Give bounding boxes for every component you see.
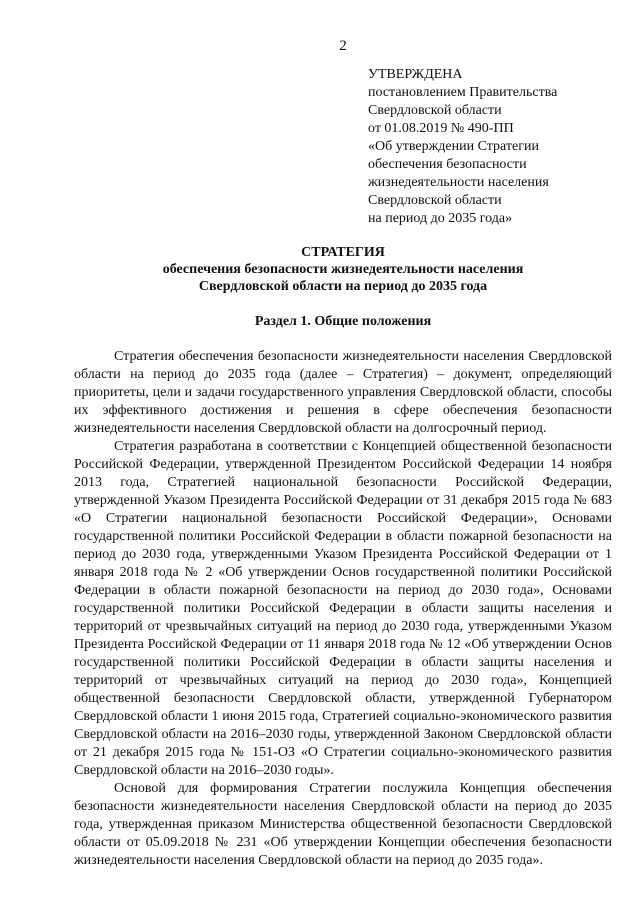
approval-line: от 01.08.2019 № 490-ПП xyxy=(368,121,514,136)
section-heading: Раздел 1. Общие положения xyxy=(254,314,432,329)
approval-line: обеспечения безопасности xyxy=(368,157,527,172)
title-line-1: СТРАТЕГИЯ xyxy=(301,245,385,260)
approval-line: «Об утверждении Стратегии xyxy=(368,139,539,154)
approval-line: УТВЕРЖДЕНА xyxy=(368,67,463,82)
page-number: 2 xyxy=(339,38,347,54)
paragraph: Стратегия разработана в соответствии с Концепцией общественной безопасности Российской Федерации, утвержденной Президентом Российской Федерации 14 ноября 2013 года, Стратегией национальной безопасности Российской Федерации, утвержденной Указом Президента Российской Федерации от 31 декабря 2015 года № 683 «О Стратегии национальной безопасности Российской Федерации», Основами государственной политики Российской Федерации в области пожарной безопасности на период до 2030 года, утвержденными Указом Президента Российской Федерации от 1 января 2018 года № 2 «Об утверждении Основ государственной политики Российской Федерации в области пожарной безопасности на период до 2030 года», Основами государственной политики Российской Федерации в области защиты населения и территорий от чрезвычайных ситуаций на период до 2030 года, утвержденными Указом Президента Российской Федерации от 11 января 2018 года № 12 «Об утверждении Основ государственной политики Российской Федерации в области защиты населения и территорий от чрезвычайных ситуаций на период до 2030 года», Концепцией общественной безопасности Свердловской области, утвержденной Губернатором Свердловской области 1 июня 2015 года, Стратегией социально-экономического развития Свердловской области на 2016–2030 годы, утвержденной Законом Свердловской области от 21 декабря 2015 года № 151-ОЗ «О Стратегии социально-экономического развития Свердловской области на 2016–2030 годы». xyxy=(74,439,612,778)
paragraph: Стратегия обеспечения безопасности жизнедеятельности населения Свердловской области на период до 2035 года (далее – Стратегия) – документ, определяющий приоритеты, цели и задачи государственного управления Свердловской области, способы их эффективного достижения и решения в сфере обеспечения безопасности жизнедеятельности населения Свердловской области на долгосрочный период. xyxy=(74,349,612,436)
approval-line: жизнедеятельности населения xyxy=(368,175,549,190)
approval-block xyxy=(368,66,632,228)
document-title xyxy=(74,244,612,295)
title-line-2: обеспечения безопасности жизнедеятельности населения xyxy=(162,262,524,277)
title-line-3: Свердловской области на период до 2035 года xyxy=(198,279,488,294)
body-text xyxy=(74,348,612,870)
paragraph: Основой для формирования Стратегии послужила Концепция обеспечения безопасности жизнедеятельности населения Свердловской области на период до 2035 года, утвержденная приказом Министерства общественной безопасности Свердловской области от 05.09.2018 № 231 «Об утверждении Концепции обеспечения безопасности жизнедеятельности населения Свердловской области на период до 2035 года». xyxy=(74,781,612,868)
approval-line: Свердловской области xyxy=(368,193,502,208)
approval-line: постановлением Правительства xyxy=(368,85,558,100)
approval-line: Свердловской области xyxy=(368,103,502,118)
approval-line: на период до 2035 года» xyxy=(368,211,513,226)
